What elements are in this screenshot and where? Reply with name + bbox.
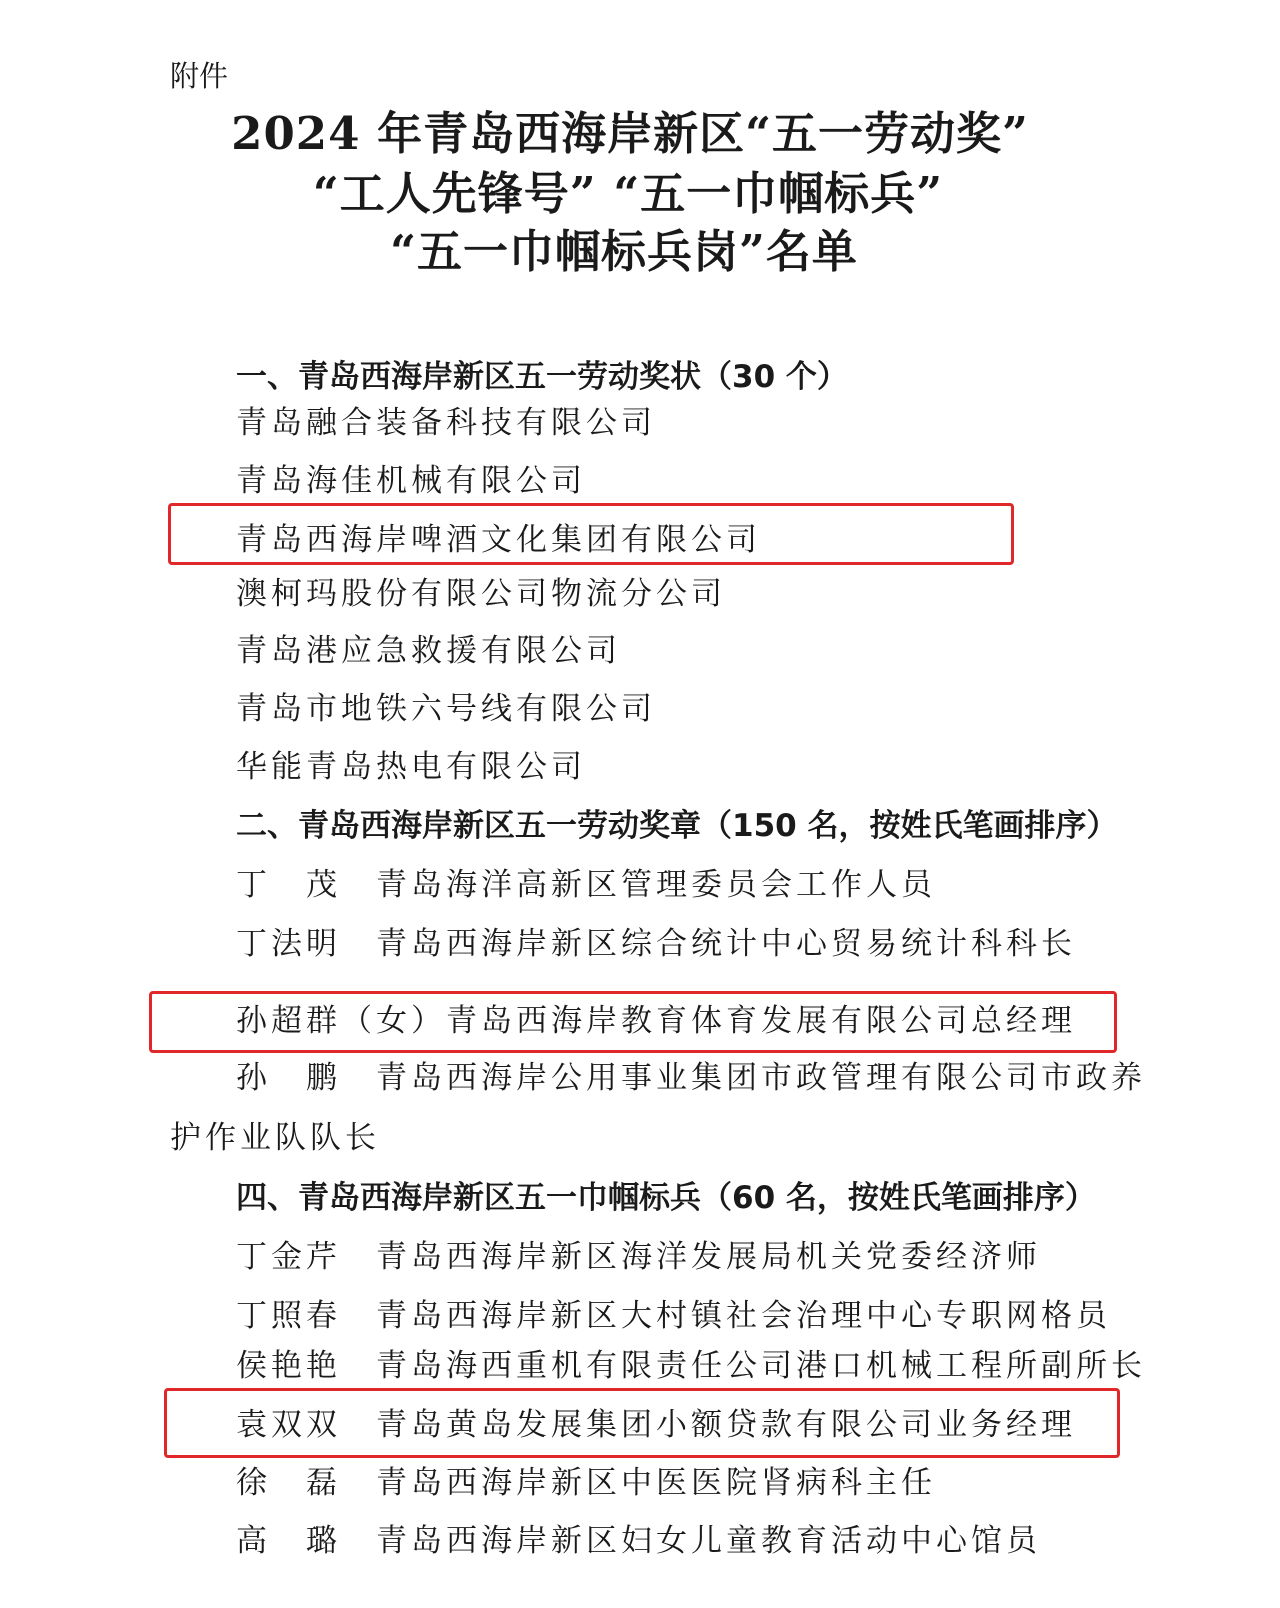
section-heading-4: 四、青岛西海岸新区五一巾帼标兵（60 名，按姓氏笔画排序） (236, 1180, 1096, 1216)
highlight-box (168, 503, 1014, 565)
document-title-line-1: 2024 年青岛西海岸新区“五一劳动奖” (231, 107, 1029, 160)
list-item: 高 璐 青岛西海岸新区妇女儿童教育活动中心馆员 (236, 1523, 1041, 1559)
attachment-label: 附件 (170, 59, 229, 93)
document-title-line-2: “工人先锋号” “五一巾帼标兵” (312, 167, 944, 220)
list-item: 丁法明 青岛西海岸新区综合统计中心贸易统计科科长 (236, 926, 1076, 962)
section-heading-2: 二、青岛西海岸新区五一劳动奖章（150 名，按姓氏笔画排序） (236, 808, 1118, 844)
list-item: 侯艳艳 青岛海西重机有限责任公司港口机械工程所副所长 (236, 1348, 1146, 1384)
highlight-box (149, 991, 1117, 1053)
list-item: 青岛港应急救援有限公司 (236, 633, 621, 669)
list-item: 青岛市地铁六号线有限公司 (236, 691, 656, 727)
list-item: 青岛海佳机械有限公司 (236, 463, 586, 499)
highlight-box (164, 1388, 1120, 1458)
list-item: 孙 鹏 青岛西海岸公用事业集团市政管理有限公司市政养 (236, 1060, 1146, 1096)
list-item: 澳柯玛股份有限公司物流分公司 (236, 576, 726, 612)
document-title-line-3: “五一巾帼标兵岗”名单 (390, 225, 858, 278)
list-item: 华能青岛热电有限公司 (236, 749, 586, 785)
list-item: 袁双双 青岛黄岛发展集团小额贷款有限公司业务经理 (236, 1407, 1076, 1443)
section-heading-1: 一、青岛西海岸新区五一劳动奖状（30 个） (236, 359, 848, 395)
list-item: 丁照春 青岛西海岸新区大村镇社会治理中心专职网格员 (236, 1298, 1111, 1334)
list-item: 丁 茂 青岛海洋高新区管理委员会工作人员 (236, 867, 936, 903)
list-item: 青岛融合装备科技有限公司 (236, 405, 656, 441)
list-item: 青岛西海岸啤酒文化集团有限公司 (236, 522, 761, 558)
list-item: 护作业队队长 (170, 1120, 380, 1156)
list-item: 孙超群（女）青岛西海岸教育体育发展有限公司总经理 (236, 1003, 1076, 1039)
list-item: 丁金芹 青岛西海岸新区海洋发展局机关党委经济师 (236, 1239, 1041, 1275)
list-item: 徐 磊 青岛西海岸新区中医医院肾病科主任 (236, 1465, 936, 1501)
